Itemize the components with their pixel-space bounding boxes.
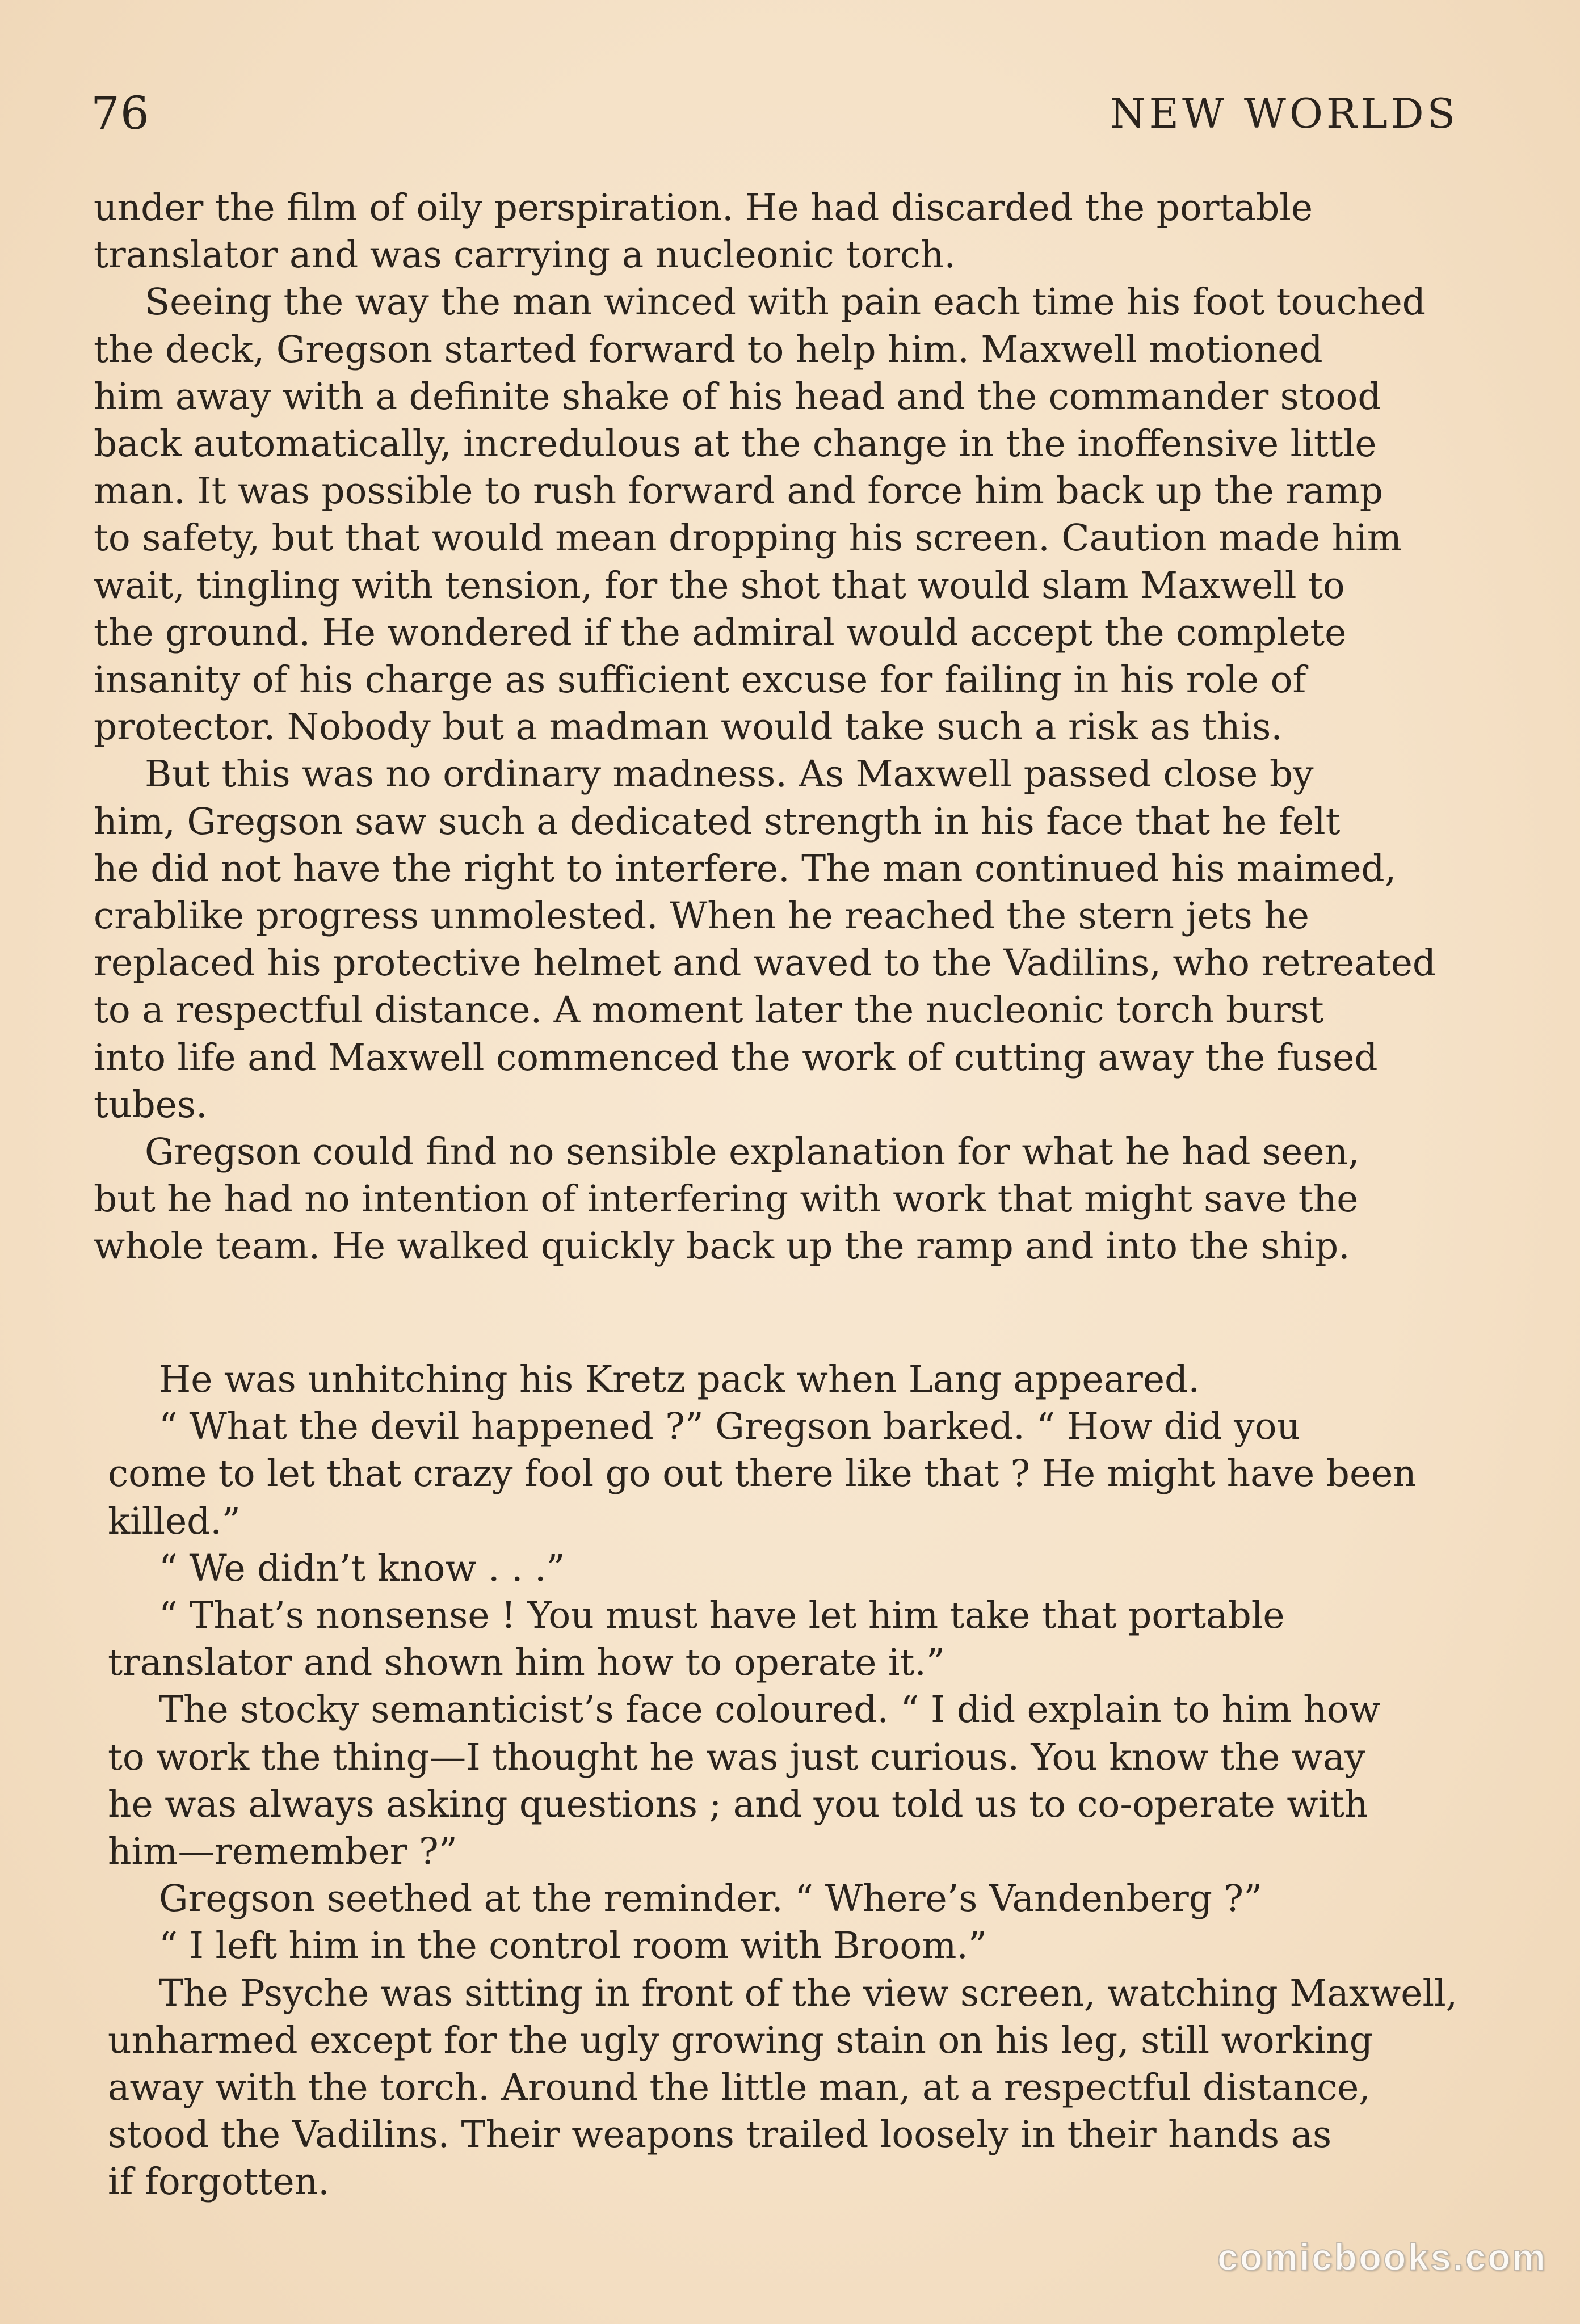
paragraph: Seeing the way the man winced with pain each time his foot touched the deck, Gregson started forward to help him. Maxwell motioned him away with a definite shake of his head and the commander stood back automatically, incredulous at the change in the inoffensive little man. It was possible to rush forward and force him back up the ramp to safety, but that would mean dropping his screen. Caution made him wait, tingling with tension, for the shot that would slam Maxwell to the ground. He wondered if the admiral would accept the complete insanity of his charge as sufficient excuse for failing in his role of protector. Nobody but a madman would take such a risk as this. (94, 281, 1426, 749)
paragraph: under the film of oily perspiration. He had discarded the portable translator and was carrying a nucleonic torch. (94, 187, 1313, 277)
paragraph: Gregson could find no sensible explanation for what he had seen, but he had no intention of interfering with work that might save the whole team. He walked quickly back up the ramp and into the ship. (94, 1131, 1360, 1268)
paragraph: “ What the devil happened ?” Gregson barked. “ How did you come to let that crazy fool go out there like that ? He might have been killed.” (108, 1405, 1417, 1543)
paragraph: “ That’s nonsense ! You must have let him take that portable translator and shown him how to operate it.” (108, 1594, 1285, 1685)
paragraph: He was unhitching his Kretz pack when Lang appeared. (159, 1358, 1200, 1401)
paragraph: The stocky semanticist’s face coloured. “ I did explain to him how to work the thing—I thought he was just curious. You know the way he was always asking questions ; and you told us to co-operate with him—remember ?” (108, 1689, 1380, 1873)
paragraph: The Psyche was sitting in front of the view screen, watching Maxwell, unharmed except for the ugly growing stain on his leg, still working away with the torch. Around the little man, at a respectful distance, stood the Vadilins. Their weapons trailed loosely in their hands as if forgotten. (108, 1972, 1458, 2204)
paragraph: “ We didn’t know . . .” (159, 1547, 565, 1590)
paragraph: “ I left him in the control room with Broom.” (159, 1925, 987, 1968)
text-section-one (94, 184, 1459, 1270)
text-section-two (108, 1356, 1484, 2206)
page-header (91, 82, 1459, 145)
paragraph: Gregson seethed at the reminder. “ Where’s Vandenberg ?” (159, 1877, 1263, 1921)
page-number: 76 (91, 87, 150, 140)
paragraph: But this was no ordinary madness. As Maxwell passed close by him, Gregson saw such a dedicated strength in his face that he felt he did not have the right to interfere. The man continued his maimed, crablike progress unmolested. When he reached the stern jets he replaced his protective helmet and waved to the Vadilins, who retreated to a respectful distance. A moment later the nucleonic torch burst into life and Maxwell commenced the work of cutting away the fused tubes. (94, 753, 1436, 1126)
site-watermark: comicbooks.com (1217, 2236, 1547, 2278)
running-head: NEW WORLDS (1110, 90, 1459, 137)
